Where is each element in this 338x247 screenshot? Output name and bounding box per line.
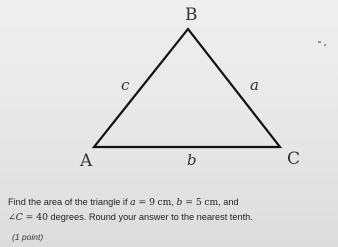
points-label: (1 point) — [12, 232, 44, 242]
question-text — [8, 195, 333, 225]
and-text: , and — [218, 197, 239, 207]
vertex-label-c: C — [287, 149, 301, 169]
question-prefix: Find the area of the triangle if — [8, 197, 131, 207]
vertex-label-b: B — [185, 5, 198, 25]
equals-sign: = — [22, 212, 37, 223]
value-angle: 40 — [36, 212, 48, 223]
var-b: b — [176, 197, 183, 208]
equals-sign: = — [182, 197, 196, 208]
question-suffix: degrees. Round your answer to the nearest tenth. — [47, 212, 253, 222]
scan-speck — [324, 44, 326, 46]
scan-speck — [318, 41, 321, 43]
side-label-c: c — [121, 76, 130, 94]
unit-cm: cm — [204, 197, 219, 208]
angle-symbol: ∠ — [8, 212, 16, 223]
var-angle-c: C — [15, 212, 23, 223]
vertex-label-a: A — [80, 151, 93, 171]
side-label-a: a — [250, 76, 259, 94]
separator: , — [171, 197, 177, 207]
side-label-b: b — [187, 151, 197, 169]
equals-sign: = — [135, 197, 150, 208]
value-b: 5 — [195, 197, 202, 208]
var-a: a — [130, 197, 136, 208]
value-a: 9 — [149, 197, 155, 208]
unit-cm: cm — [157, 197, 172, 208]
